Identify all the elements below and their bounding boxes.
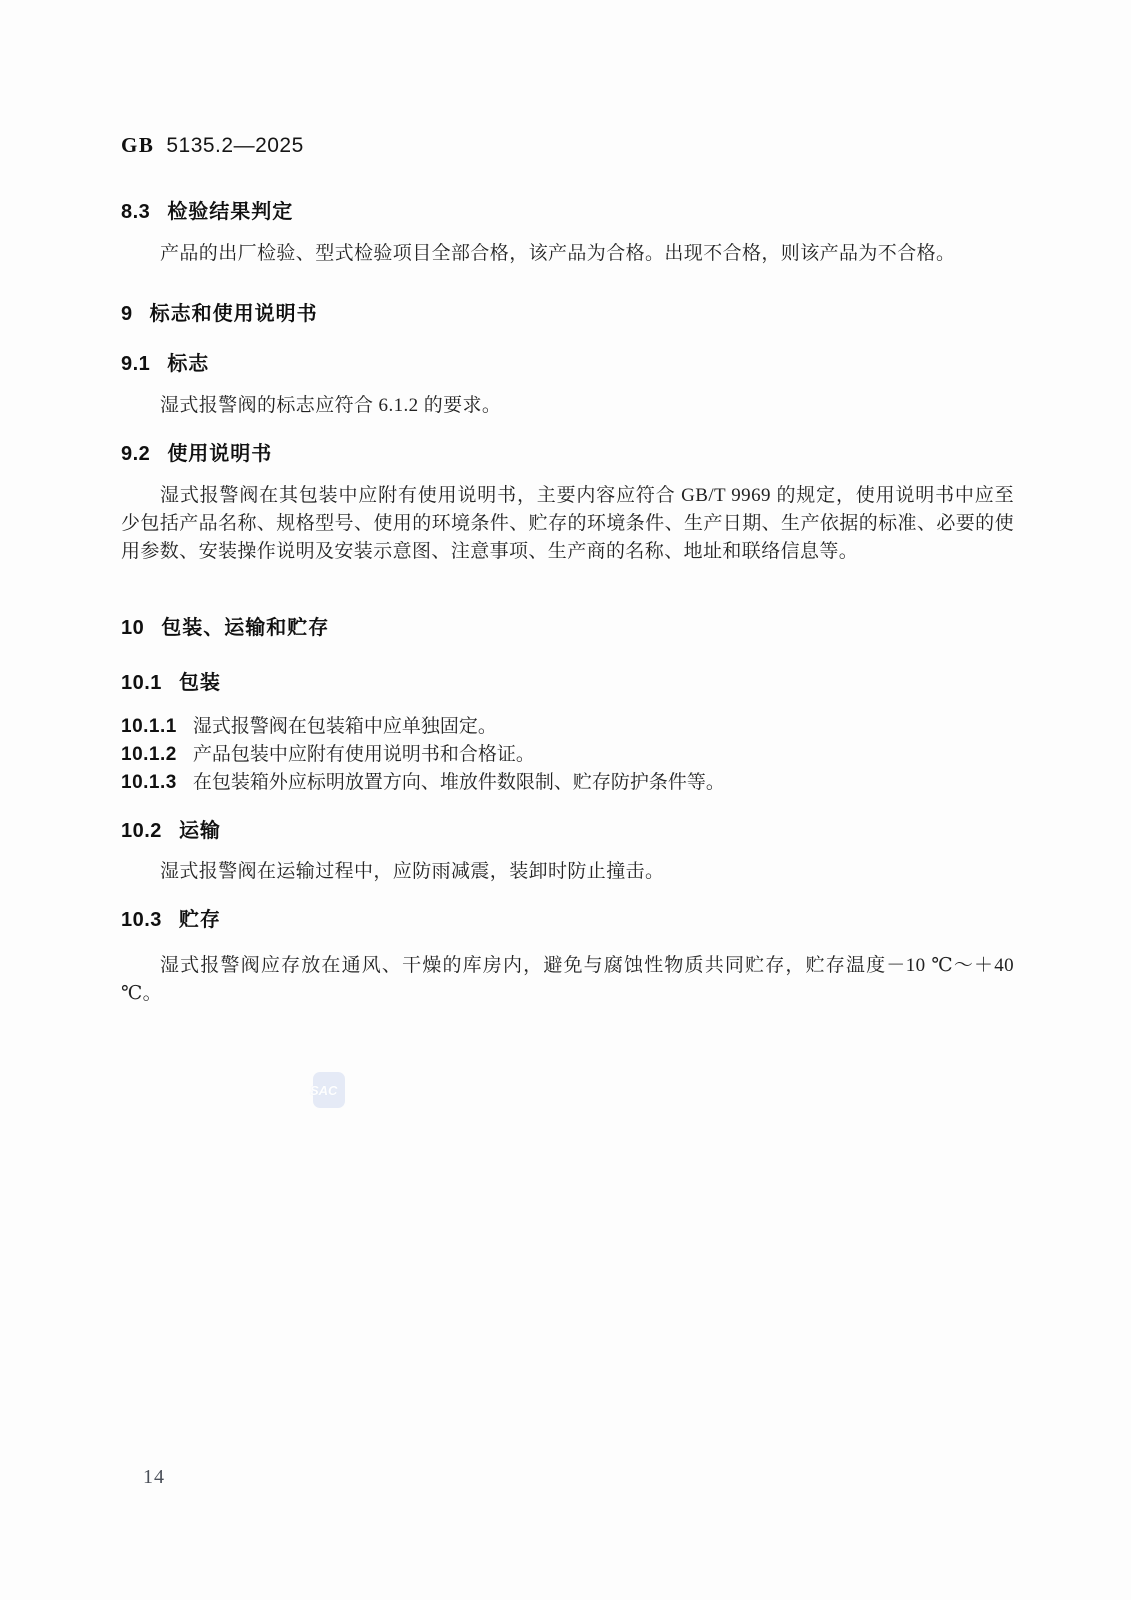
standard-code-prefix: GB [121, 133, 155, 157]
watermark-text: SAC [310, 1083, 338, 1098]
heading-number: 10.3 [121, 909, 162, 931]
standard-code-number: 5135.2—2025 [166, 134, 304, 157]
clause-10-1-1 [121, 713, 497, 741]
clause-text: 在包装箱外应标明放置方向、堆放件数限制、贮存防护条件等。 [192, 772, 725, 793]
clause-10-1-2 [121, 741, 535, 769]
clause-number: 10.1.2 [121, 744, 177, 765]
heading-title: 包装、运输和贮存 [161, 617, 330, 639]
clause-number: 10.1.1 [121, 716, 177, 737]
sac-logo-watermark [310, 1072, 345, 1108]
heading-title: 标志 [167, 353, 210, 375]
heading-title: 检验结果判定 [167, 201, 294, 223]
section-heading-9 [121, 301, 318, 327]
clause-text: 湿式报警阀在包装箱中应单独固定。 [192, 716, 497, 737]
heading-number: 9.1 [121, 353, 151, 375]
heading-number: 8.3 [121, 201, 151, 223]
paragraph-9-1: 湿式报警阀的标志应符合 6.1.2 的要求。 [160, 395, 502, 416]
heading-title: 运输 [178, 820, 221, 842]
section-heading-9-1 [121, 351, 209, 377]
paragraph-9-2: 湿式报警阀在其包装中应附有使用说明书，主要内容应符合 GB/T 9969 的规定，使用说明书中应至少包括产品名称、规格型号、使用的环境条件、贮存的环境条件、生产日期、生产依据的标准、必要的使用参数、安装操作说明及安装示意图、注意事项、生产商的名称、地址和联络信息等。 [121, 485, 1014, 562]
page-number: 14 [143, 1466, 165, 1488]
heading-number: 10 [121, 617, 145, 639]
heading-title: 使用说明书 [167, 443, 273, 465]
clause-10-1-3 [121, 769, 725, 797]
heading-number: 10.1 [121, 672, 162, 694]
section-heading-10-3 [121, 907, 221, 933]
heading-number: 9 [121, 303, 133, 325]
paragraph-10-3: 湿式报警阀应存放在通风、干燥的库房内，避免与腐蚀性物质共同贮存，贮存温度－10 ℃～＋40 ℃。 [121, 955, 1014, 1004]
clause-text: 产品包装中应附有使用说明书和合格证。 [192, 744, 535, 765]
heading-number: 9.2 [121, 443, 151, 465]
heading-title: 包装 [178, 672, 221, 694]
heading-title: 贮存 [178, 909, 221, 931]
section-heading-10 [121, 615, 329, 641]
section-heading-10-2 [121, 818, 221, 844]
section-heading-9-2 [121, 441, 272, 467]
standard-code [121, 133, 304, 158]
heading-number: 10.2 [121, 820, 162, 842]
paragraph-8-3: 产品的出厂检验、型式检验项目全部合格，该产品为合格。出现不合格，则该产品为不合格。 [160, 243, 956, 264]
section-heading-10-1 [121, 670, 221, 696]
heading-title: 标志和使用说明书 [149, 303, 318, 325]
clause-number: 10.1.3 [121, 772, 177, 793]
paragraph-10-2: 湿式报警阀在运输过程中，应防雨减震，装卸时防止撞击。 [160, 861, 665, 882]
section-heading-8-3 [121, 199, 293, 225]
